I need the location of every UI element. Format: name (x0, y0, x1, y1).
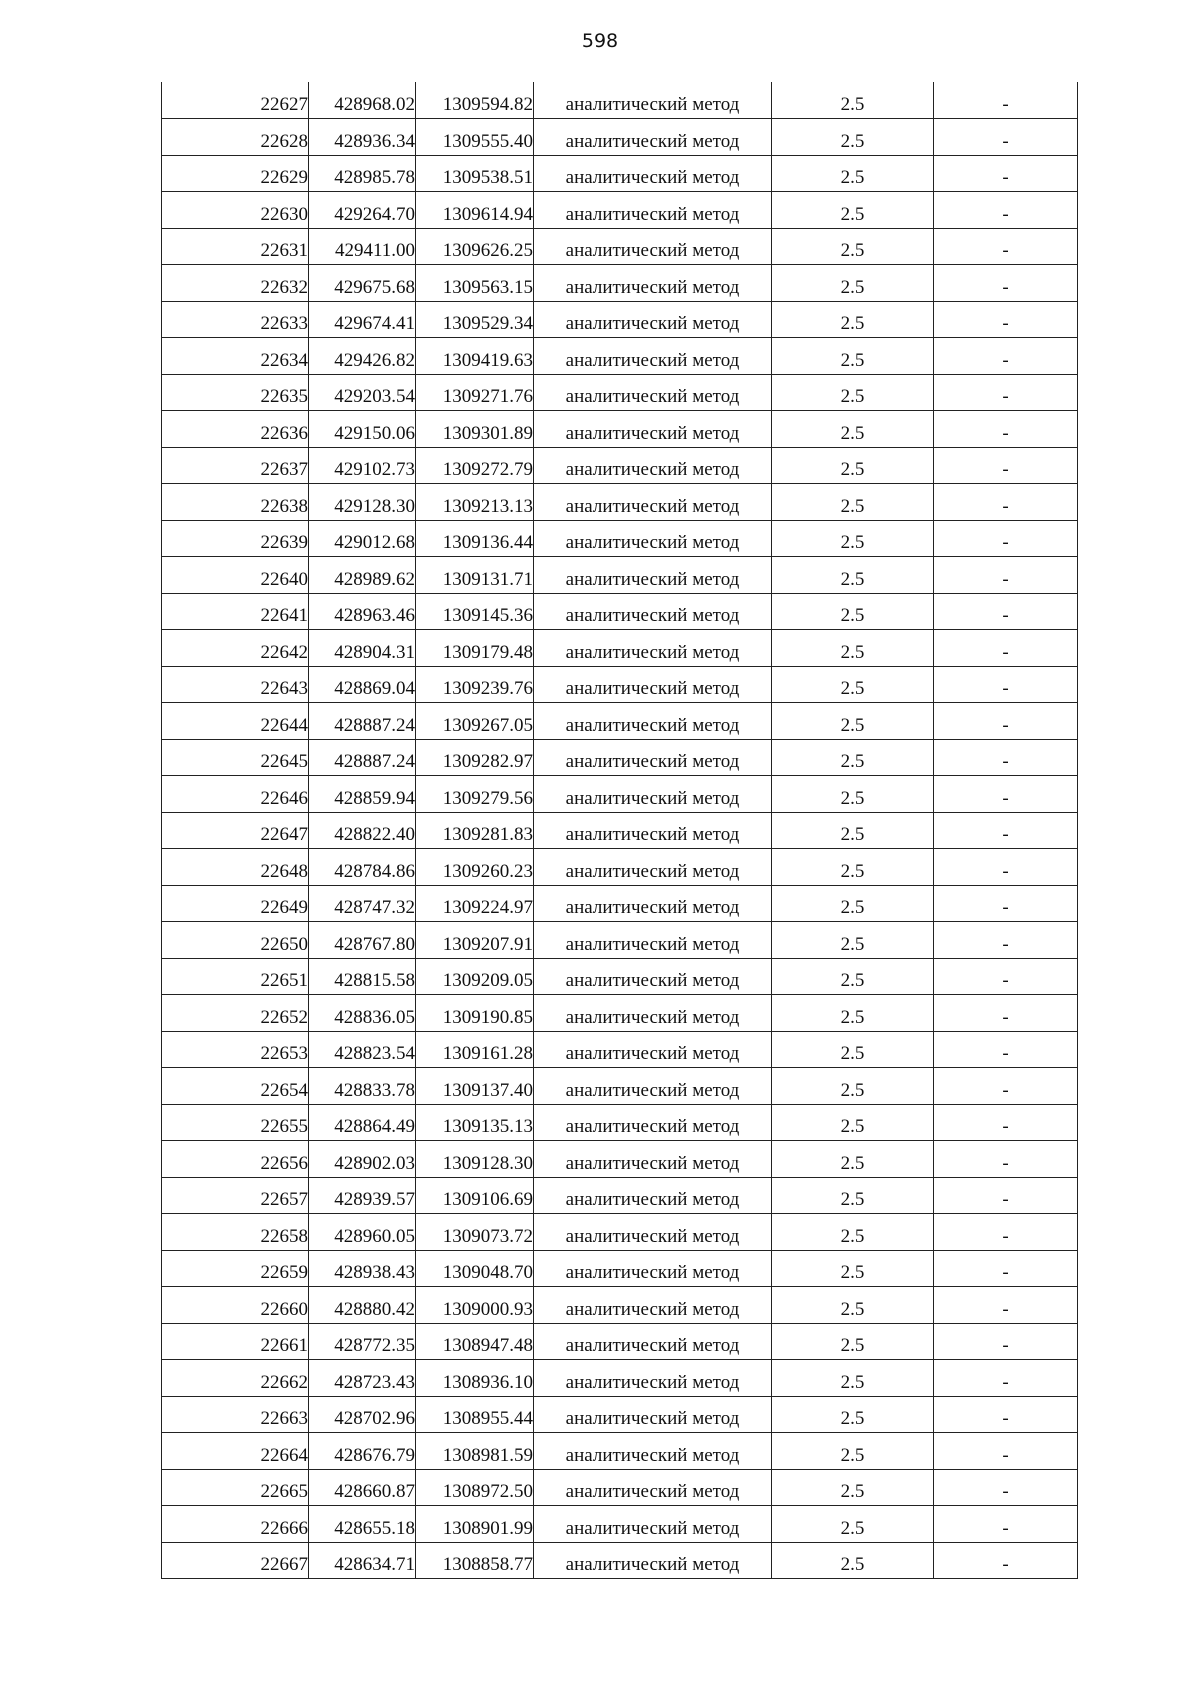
y-coordinate-cell: 1309000.93 (416, 1287, 534, 1324)
x-coordinate-cell: 429203.54 (309, 374, 416, 411)
point-number-cell: 22644 (162, 703, 309, 740)
note-cell: - (934, 1433, 1078, 1470)
accuracy-cell: 2.5 (772, 1469, 934, 1506)
x-coordinate-cell: 428902.03 (309, 1141, 416, 1178)
note-cell: - (934, 447, 1078, 484)
table-row (162, 1104, 1078, 1141)
accuracy-cell: 2.5 (772, 593, 934, 630)
point-number-cell: 22647 (162, 812, 309, 849)
note-cell: - (934, 666, 1078, 703)
y-coordinate-cell: 1308981.59 (416, 1433, 534, 1470)
note-cell: - (934, 739, 1078, 776)
x-coordinate-cell: 428660.87 (309, 1469, 416, 1506)
y-coordinate-cell: 1309135.13 (416, 1104, 534, 1141)
accuracy-cell: 2.5 (772, 228, 934, 265)
table-row (162, 557, 1078, 594)
accuracy-cell: 2.5 (772, 849, 934, 886)
method-cell: аналитический метод (534, 1287, 772, 1324)
y-coordinate-cell: 1309213.13 (416, 484, 534, 521)
x-coordinate-cell: 428887.24 (309, 739, 416, 776)
point-number-cell: 22650 (162, 922, 309, 959)
x-coordinate-cell: 429675.68 (309, 265, 416, 302)
point-number-cell: 22663 (162, 1396, 309, 1433)
accuracy-cell: 2.5 (772, 1542, 934, 1579)
x-coordinate-cell: 429426.82 (309, 338, 416, 375)
table-row (162, 593, 1078, 630)
method-cell: аналитический метод (534, 301, 772, 338)
point-number-cell: 22648 (162, 849, 309, 886)
x-coordinate-cell: 428676.79 (309, 1433, 416, 1470)
table-row (162, 776, 1078, 813)
accuracy-cell: 2.5 (772, 1214, 934, 1251)
accuracy-cell: 2.5 (772, 1396, 934, 1433)
x-coordinate-cell: 428880.42 (309, 1287, 416, 1324)
y-coordinate-cell: 1309161.28 (416, 1031, 534, 1068)
method-cell: аналитический метод (534, 520, 772, 557)
method-cell: аналитический метод (534, 1177, 772, 1214)
y-coordinate-cell: 1309555.40 (416, 119, 534, 156)
accuracy-cell: 2.5 (772, 922, 934, 959)
note-cell: - (934, 849, 1078, 886)
note-cell: - (934, 922, 1078, 959)
accuracy-cell: 2.5 (772, 265, 934, 302)
table-row (162, 739, 1078, 776)
x-coordinate-cell: 428887.24 (309, 703, 416, 740)
note-cell: - (934, 1104, 1078, 1141)
point-number-cell: 22654 (162, 1068, 309, 1105)
table-row (162, 630, 1078, 667)
accuracy-cell: 2.5 (772, 1068, 934, 1105)
method-cell: аналитический метод (534, 447, 772, 484)
table-row (162, 1031, 1078, 1068)
y-coordinate-cell: 1308936.10 (416, 1360, 534, 1397)
accuracy-cell: 2.5 (772, 374, 934, 411)
table-row (162, 1287, 1078, 1324)
note-cell: - (934, 1177, 1078, 1214)
y-coordinate-cell: 1309048.70 (416, 1250, 534, 1287)
point-number-cell: 22651 (162, 958, 309, 995)
table-row (162, 1323, 1078, 1360)
method-cell: аналитический метод (534, 1360, 772, 1397)
coordinates-table (161, 82, 1078, 1579)
point-number-cell: 22667 (162, 1542, 309, 1579)
point-number-cell: 22664 (162, 1433, 309, 1470)
point-number-cell: 22649 (162, 885, 309, 922)
y-coordinate-cell: 1309190.85 (416, 995, 534, 1032)
x-coordinate-cell: 428833.78 (309, 1068, 416, 1105)
x-coordinate-cell: 428864.49 (309, 1104, 416, 1141)
accuracy-cell: 2.5 (772, 958, 934, 995)
x-coordinate-cell: 428939.57 (309, 1177, 416, 1214)
note-cell: - (934, 119, 1078, 156)
page-number: 598 (581, 30, 619, 52)
point-number-cell: 22653 (162, 1031, 309, 1068)
point-number-cell: 22633 (162, 301, 309, 338)
method-cell: аналитический метод (534, 630, 772, 667)
y-coordinate-cell: 1309260.23 (416, 849, 534, 886)
table-row (162, 192, 1078, 229)
accuracy-cell: 2.5 (772, 1104, 934, 1141)
note-cell: - (934, 484, 1078, 521)
y-coordinate-cell: 1309207.91 (416, 922, 534, 959)
table-row (162, 1542, 1078, 1579)
y-coordinate-cell: 1309179.48 (416, 630, 534, 667)
accuracy-cell: 2.5 (772, 1141, 934, 1178)
accuracy-cell: 2.5 (772, 1287, 934, 1324)
table-row (162, 374, 1078, 411)
note-cell: - (934, 958, 1078, 995)
point-number-cell: 22628 (162, 119, 309, 156)
note-cell: - (934, 301, 1078, 338)
method-cell: аналитический метод (534, 812, 772, 849)
y-coordinate-cell: 1309209.05 (416, 958, 534, 995)
method-cell: аналитический метод (534, 374, 772, 411)
note-cell: - (934, 1214, 1078, 1251)
x-coordinate-cell: 428822.40 (309, 812, 416, 849)
y-coordinate-cell: 1309282.97 (416, 739, 534, 776)
x-coordinate-cell: 428767.80 (309, 922, 416, 959)
table-row (162, 1177, 1078, 1214)
point-number-cell: 22655 (162, 1104, 309, 1141)
table-row (162, 885, 1078, 922)
method-cell: аналитический метод (534, 1068, 772, 1105)
method-cell: аналитический метод (534, 703, 772, 740)
note-cell: - (934, 338, 1078, 375)
y-coordinate-cell: 1309594.82 (416, 82, 534, 119)
x-coordinate-cell: 429128.30 (309, 484, 416, 521)
table-row (162, 958, 1078, 995)
point-number-cell: 22662 (162, 1360, 309, 1397)
note-cell: - (934, 82, 1078, 119)
x-coordinate-cell: 428968.02 (309, 82, 416, 119)
method-cell: аналитический метод (534, 666, 772, 703)
method-cell: аналитический метод (534, 82, 772, 119)
point-number-cell: 22637 (162, 447, 309, 484)
method-cell: аналитический метод (534, 1141, 772, 1178)
table-row (162, 922, 1078, 959)
y-coordinate-cell: 1309538.51 (416, 155, 534, 192)
note-cell: - (934, 192, 1078, 229)
x-coordinate-cell: 428859.94 (309, 776, 416, 813)
table-row (162, 82, 1078, 119)
x-coordinate-cell: 428702.96 (309, 1396, 416, 1433)
note-cell: - (934, 1031, 1078, 1068)
table-row (162, 1396, 1078, 1433)
method-cell: аналитический метод (534, 411, 772, 448)
x-coordinate-cell: 429012.68 (309, 520, 416, 557)
table-row (162, 849, 1078, 886)
point-number-cell: 22665 (162, 1469, 309, 1506)
table-row (162, 119, 1078, 156)
x-coordinate-cell: 428723.43 (309, 1360, 416, 1397)
x-coordinate-cell: 429264.70 (309, 192, 416, 229)
point-number-cell: 22631 (162, 228, 309, 265)
note-cell: - (934, 557, 1078, 594)
note-cell: - (934, 1396, 1078, 1433)
y-coordinate-cell: 1309137.40 (416, 1068, 534, 1105)
x-coordinate-cell: 428815.58 (309, 958, 416, 995)
accuracy-cell: 2.5 (772, 192, 934, 229)
point-number-cell: 22640 (162, 557, 309, 594)
method-cell: аналитический метод (534, 849, 772, 886)
table-row (162, 1250, 1078, 1287)
y-coordinate-cell: 1309128.30 (416, 1141, 534, 1178)
y-coordinate-cell: 1308955.44 (416, 1396, 534, 1433)
point-number-cell: 22641 (162, 593, 309, 630)
y-coordinate-cell: 1309279.56 (416, 776, 534, 813)
method-cell: аналитический метод (534, 1396, 772, 1433)
x-coordinate-cell: 428869.04 (309, 666, 416, 703)
accuracy-cell: 2.5 (772, 301, 934, 338)
table-row (162, 411, 1078, 448)
method-cell: аналитический метод (534, 776, 772, 813)
y-coordinate-cell: 1308947.48 (416, 1323, 534, 1360)
note-cell: - (934, 374, 1078, 411)
accuracy-cell: 2.5 (772, 1031, 934, 1068)
note-cell: - (934, 776, 1078, 813)
method-cell: аналитический метод (534, 1323, 772, 1360)
accuracy-cell: 2.5 (772, 630, 934, 667)
point-number-cell: 22657 (162, 1177, 309, 1214)
method-cell: аналитический метод (534, 885, 772, 922)
point-number-cell: 22659 (162, 1250, 309, 1287)
accuracy-cell: 2.5 (772, 739, 934, 776)
note-cell: - (934, 1141, 1078, 1178)
method-cell: аналитический метод (534, 995, 772, 1032)
table-row (162, 155, 1078, 192)
coordinates-table-body (162, 82, 1078, 1579)
method-cell: аналитический метод (534, 338, 772, 375)
method-cell: аналитический метод (534, 1542, 772, 1579)
accuracy-cell: 2.5 (772, 812, 934, 849)
table-row (162, 1141, 1078, 1178)
accuracy-cell: 2.5 (772, 155, 934, 192)
x-coordinate-cell: 428938.43 (309, 1250, 416, 1287)
note-cell: - (934, 703, 1078, 740)
y-coordinate-cell: 1309267.05 (416, 703, 534, 740)
y-coordinate-cell: 1309271.76 (416, 374, 534, 411)
method-cell: аналитический метод (534, 1506, 772, 1543)
accuracy-cell: 2.5 (772, 1506, 934, 1543)
x-coordinate-cell: 428836.05 (309, 995, 416, 1032)
y-coordinate-cell: 1309419.63 (416, 338, 534, 375)
table-row (162, 265, 1078, 302)
table-row (162, 520, 1078, 557)
accuracy-cell: 2.5 (772, 1360, 934, 1397)
x-coordinate-cell: 429102.73 (309, 447, 416, 484)
accuracy-cell: 2.5 (772, 1323, 934, 1360)
point-number-cell: 22632 (162, 265, 309, 302)
point-number-cell: 22638 (162, 484, 309, 521)
method-cell: аналитический метод (534, 228, 772, 265)
x-coordinate-cell: 428747.32 (309, 885, 416, 922)
method-cell: аналитический метод (534, 1104, 772, 1141)
method-cell: аналитический метод (534, 192, 772, 229)
x-coordinate-cell: 428936.34 (309, 119, 416, 156)
table-row (162, 812, 1078, 849)
accuracy-cell: 2.5 (772, 82, 934, 119)
table-row (162, 484, 1078, 521)
accuracy-cell: 2.5 (772, 338, 934, 375)
y-coordinate-cell: 1309239.76 (416, 666, 534, 703)
y-coordinate-cell: 1308901.99 (416, 1506, 534, 1543)
x-coordinate-cell: 428634.71 (309, 1542, 416, 1579)
method-cell: аналитический метод (534, 484, 772, 521)
note-cell: - (934, 1542, 1078, 1579)
note-cell: - (934, 885, 1078, 922)
note-cell: - (934, 411, 1078, 448)
x-coordinate-cell: 428985.78 (309, 155, 416, 192)
accuracy-cell: 2.5 (772, 1177, 934, 1214)
y-coordinate-cell: 1309614.94 (416, 192, 534, 229)
y-coordinate-cell: 1309301.89 (416, 411, 534, 448)
method-cell: аналитический метод (534, 958, 772, 995)
point-number-cell: 22660 (162, 1287, 309, 1324)
accuracy-cell: 2.5 (772, 1250, 934, 1287)
table-row (162, 301, 1078, 338)
point-number-cell: 22634 (162, 338, 309, 375)
table-row (162, 1214, 1078, 1251)
note-cell: - (934, 812, 1078, 849)
point-number-cell: 22646 (162, 776, 309, 813)
method-cell: аналитический метод (534, 1250, 772, 1287)
accuracy-cell: 2.5 (772, 885, 934, 922)
accuracy-cell: 2.5 (772, 447, 934, 484)
accuracy-cell: 2.5 (772, 557, 934, 594)
y-coordinate-cell: 1309224.97 (416, 885, 534, 922)
y-coordinate-cell: 1308972.50 (416, 1469, 534, 1506)
x-coordinate-cell: 428989.62 (309, 557, 416, 594)
y-coordinate-cell: 1309563.15 (416, 265, 534, 302)
y-coordinate-cell: 1309529.34 (416, 301, 534, 338)
point-number-cell: 22661 (162, 1323, 309, 1360)
accuracy-cell: 2.5 (772, 484, 934, 521)
method-cell: аналитический метод (534, 739, 772, 776)
note-cell: - (934, 520, 1078, 557)
method-cell: аналитический метод (534, 119, 772, 156)
point-number-cell: 22635 (162, 374, 309, 411)
note-cell: - (934, 593, 1078, 630)
point-number-cell: 22639 (162, 520, 309, 557)
accuracy-cell: 2.5 (772, 776, 934, 813)
note-cell: - (934, 995, 1078, 1032)
note-cell: - (934, 1360, 1078, 1397)
method-cell: аналитический метод (534, 1433, 772, 1470)
point-number-cell: 22642 (162, 630, 309, 667)
point-number-cell: 22629 (162, 155, 309, 192)
accuracy-cell: 2.5 (772, 1433, 934, 1470)
accuracy-cell: 2.5 (772, 520, 934, 557)
table-row (162, 1360, 1078, 1397)
x-coordinate-cell: 428772.35 (309, 1323, 416, 1360)
note-cell: - (934, 155, 1078, 192)
note-cell: - (934, 228, 1078, 265)
point-number-cell: 22666 (162, 1506, 309, 1543)
table-row (162, 666, 1078, 703)
x-coordinate-cell: 428655.18 (309, 1506, 416, 1543)
y-coordinate-cell: 1309626.25 (416, 228, 534, 265)
y-coordinate-cell: 1309145.36 (416, 593, 534, 630)
note-cell: - (934, 1250, 1078, 1287)
table-row (162, 1068, 1078, 1105)
accuracy-cell: 2.5 (772, 411, 934, 448)
method-cell: аналитический метод (534, 265, 772, 302)
method-cell: аналитический метод (534, 557, 772, 594)
note-cell: - (934, 265, 1078, 302)
table-row (162, 1433, 1078, 1470)
note-cell: - (934, 1506, 1078, 1543)
point-number-cell: 22627 (162, 82, 309, 119)
y-coordinate-cell: 1309136.44 (416, 520, 534, 557)
point-number-cell: 22645 (162, 739, 309, 776)
table-row (162, 228, 1078, 265)
table-row (162, 995, 1078, 1032)
y-coordinate-cell: 1308858.77 (416, 1542, 534, 1579)
point-number-cell: 22636 (162, 411, 309, 448)
y-coordinate-cell: 1309073.72 (416, 1214, 534, 1251)
x-coordinate-cell: 428904.31 (309, 630, 416, 667)
method-cell: аналитический метод (534, 1469, 772, 1506)
x-coordinate-cell: 428960.05 (309, 1214, 416, 1251)
y-coordinate-cell: 1309272.79 (416, 447, 534, 484)
accuracy-cell: 2.5 (772, 703, 934, 740)
x-coordinate-cell: 429674.41 (309, 301, 416, 338)
note-cell: - (934, 1287, 1078, 1324)
x-coordinate-cell: 428963.46 (309, 593, 416, 630)
table-row (162, 1469, 1078, 1506)
accuracy-cell: 2.5 (772, 995, 934, 1032)
y-coordinate-cell: 1309106.69 (416, 1177, 534, 1214)
table-row (162, 338, 1078, 375)
table-row (162, 447, 1078, 484)
accuracy-cell: 2.5 (772, 666, 934, 703)
x-coordinate-cell: 429411.00 (309, 228, 416, 265)
table-row (162, 1506, 1078, 1543)
note-cell: - (934, 1323, 1078, 1360)
point-number-cell: 22658 (162, 1214, 309, 1251)
x-coordinate-cell: 428823.54 (309, 1031, 416, 1068)
method-cell: аналитический метод (534, 593, 772, 630)
note-cell: - (934, 630, 1078, 667)
point-number-cell: 22643 (162, 666, 309, 703)
accuracy-cell: 2.5 (772, 119, 934, 156)
note-cell: - (934, 1068, 1078, 1105)
x-coordinate-cell: 428784.86 (309, 849, 416, 886)
method-cell: аналитический метод (534, 1031, 772, 1068)
y-coordinate-cell: 1309281.83 (416, 812, 534, 849)
note-cell: - (934, 1469, 1078, 1506)
method-cell: аналитический метод (534, 155, 772, 192)
y-coordinate-cell: 1309131.71 (416, 557, 534, 594)
point-number-cell: 22656 (162, 1141, 309, 1178)
point-number-cell: 22630 (162, 192, 309, 229)
method-cell: аналитический метод (534, 1214, 772, 1251)
x-coordinate-cell: 429150.06 (309, 411, 416, 448)
table-row (162, 703, 1078, 740)
point-number-cell: 22652 (162, 995, 309, 1032)
method-cell: аналитический метод (534, 922, 772, 959)
